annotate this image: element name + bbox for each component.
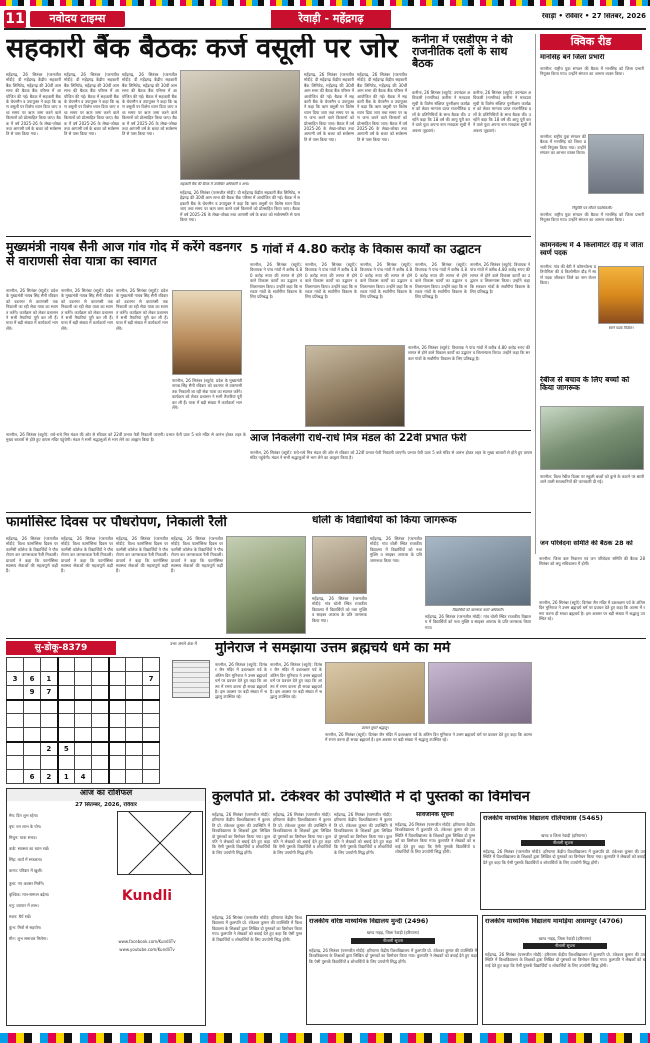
sudoku-cell[interactable]: [143, 770, 160, 784]
sudoku-cell[interactable]: 9: [24, 686, 41, 700]
sudoku-cell[interactable]: 4: [75, 770, 92, 784]
sudoku-cell[interactable]: 1: [58, 770, 75, 784]
sudoku-cell[interactable]: 7: [143, 672, 160, 686]
sudoku-cell[interactable]: [58, 658, 75, 672]
sudoku-cell[interactable]: [75, 686, 92, 700]
sudoku-answer: [172, 660, 210, 698]
ad1-title: राजकीय माध्यमिक विद्यालय रोलियावास (5465): [483, 815, 603, 822]
quick-item2-head: कॉमनवेल्थ में 4 किलोमीटर दौड़ में जीता स्वर्ण पदक: [540, 242, 644, 257]
muni-photo2: [428, 662, 532, 724]
dhauli-caption: विद्यार्थियों को जागरूक करते अधिकारी।: [452, 608, 504, 612]
sudoku-cell[interactable]: 7: [41, 686, 58, 700]
sudoku-cell[interactable]: [41, 700, 58, 714]
sudoku-cell[interactable]: [24, 756, 41, 770]
sudoku-cell[interactable]: [143, 658, 160, 672]
kundli-ad: [87, 879, 203, 959]
quick-item3-body: नारनौल: विश्व रेबीज दिवस पर स्कूली बच्चों को कुत्ते के काटने पर बरती जाने वाली सावधानियों की जानकारी दी गई।: [540, 474, 644, 485]
quick-item4-body: नारनौल: जिला कष्ट निवारण एवं जन परिवेदना समिति की बैठक 28 सितंबर को लघु सचिवालय में होगी।: [539, 556, 645, 567]
dev-body-col4: नारनौल, 26 सितंबर (ब्यूरो): विधायक ने पांच गांवों में करीब 4.80 करोड़ रुपए की लागत से होने वाले विकास कार्यों का उद्घाटन व शिलान्यास किया। उन्होंने कहा कि सरकार गांवों के सर्वांगीण विकास के लिए प्रतिबद्ध है।: [415, 262, 467, 300]
lead-photo-caption: सहकारी बैंक की बैठक में उपस्थित अधिकारी व अन्य।: [180, 182, 249, 186]
dhauli-photo2: [425, 536, 531, 606]
prabhat-body: नारनौल, 26 सितंबर (ब्यूरो): राधे-राधे मित्र मंडल की ओर से रविवार को 22वीं प्रभात फेरी निकाली जाएगी। प्रभात फेरी प्रातः 5 बजे मंदिर से आरंभ होकर शहर के मुख्य बाजारों से होते हुए वापस मंदिर पहुंचेगी। मंडल ने सभी श्रद्धालुओं से भाग लेने का आह्वान किया है।: [6, 432, 246, 443]
ad-notice-3: [482, 915, 646, 1025]
sudoku-cell[interactable]: [24, 700, 41, 714]
quick-photo2: [598, 266, 644, 324]
sudoku-cell[interactable]: [75, 756, 92, 770]
muni-photo: [325, 662, 425, 724]
quick-item1-body: नारनौल: राष्ट्रीय युवा संगठन की बैठक में मानसिंह को जिला प्रभारी नियुक्त किया गया। उन्होंने संगठन का आभार व्यक्त किया।: [540, 66, 644, 77]
quick-item1-body3: नारनौल: राष्ट्रीय युवा संगठन की बैठक में मानसिंह को जिला प्रभारी नियुक्त किया गया। उन्होंने संगठन का आभार व्यक्त किया।: [540, 212, 644, 223]
vc-body: महेंद्रगढ़, 26 सितंबर (परमजीत मोदी): हरियाणा केंद्रीय विश्वविद्यालय में कुलपति प्रो. टंकेश्वर कुमार की उपस्थिति में विश्वविद्यालय के शिक्षकों द्वारा लिखित दो पुस्तकों का विमोचन किया गया। कुलपति ने लेखकों को बधाई देते हुए कहा कि ऐसी पुस्तकें विद्यार्थियों व शोधार्थियों के लिए उपयोगी सिद्ध होंगी।: [212, 812, 270, 855]
pharma-body-col4: महेंद्रगढ़, 26 सितंबर (परमजीत मोदी): विश्व फार्मासिस्ट दिवस पर फार्मेसी कॉलेज के विद्यार्थियों ने पौधरोपण कर जागरूकता रैली निकाली। प्राचार्य ने कहा कि फार्मासिस्ट स्वास्थ्य सेवाओं की महत्वपूर्ण कड़ी हैं।: [171, 536, 223, 574]
sudoku-cell[interactable]: [58, 700, 75, 714]
muni-headline: मुनिराज ने समझाया उत्तम ब्रह्मचर्य धर्म का मर्म: [215, 641, 451, 656]
sudoku-cell[interactable]: [92, 686, 109, 700]
muni-body: नारनौल, 26 सितंबर (ब्यूरो): दिगंबर जैन मंदिर में दशलक्षण पर्व के अंतिम दिन मुनिराज ने उत्तम ब्रह्मचर्य धर्म पर प्रवचन देते हुए कहा कि आत्मा में रमण करना ही सच्चा ब्रह्मचर्य है। इस अवसर पर बड़ी संख्या में श्रद्धालु उपस्थित रहे।: [215, 662, 267, 700]
sudoku-cell[interactable]: [7, 686, 24, 700]
brand-logo: नवोदय टाइम्स: [30, 11, 125, 27]
kanina-body: कनीना, 26 सितंबर (ब्यूरो): उपमंडल अधिकारी (नागरिक) कनीना ने मतदाता सूची के विशेष संक्षिप्त पुनरीक्षण कार्यक्रम को लेकर मान्यता प्राप्त राजनीतिक दलों के प्रतिनिधियों के साथ बैठक की। उन्होंने कहा कि 18 वर्ष की आयु पूरी करने वाले युवा अपना नाम मतदाता सूची में अवश्य जुड़वाएं।: [412, 90, 470, 133]
sudoku-cell[interactable]: [24, 658, 41, 672]
divider-3: [6, 512, 531, 513]
sudoku-cell[interactable]: [41, 728, 58, 742]
sudoku-cell[interactable]: 2: [41, 742, 58, 756]
vc-body-col3: महेंद्रगढ़, 26 सितंबर (परमजीत मोदी): हरियाणा केंद्रीय विश्वविद्यालय में कुलपति प्रो. टंकेश्वर कुमार की उपस्थिति में विश्वविद्यालय के शिक्षकों द्वारा लिखित दो पुस्तकों का विमोचन किया गया। कुलपति ने लेखकों को बधाई देते हुए कहा कि ऐसी पुस्तकें विद्यार्थियों व शोधार्थियों के लिए उपयोगी सिद्ध होंगी।: [334, 812, 392, 855]
divider-2: [250, 430, 531, 431]
rashifal-item: मेष: दिन शुभ रहेगा।: [9, 813, 39, 818]
sudoku-cell[interactable]: [58, 728, 75, 742]
lead-body-col3: महेंद्रगढ़, 26 सितंबर (परमजीत मोदी): दी महेंद्रगढ़ केंद्रीय सहकारी बैंक लिमिटेड, महेंद्रगढ़ की 30वीं आम सभा की बैठक बैंक परिसर में आयोजित की गई। बैठक में सहकारी बैंक के चेयरमैन व उपायुक्त ने कहा कि ऋण वसूली पर विशेष ध्यान दिया जाए तथा समय पर ऋण जमा करने वाले किसानों को प्रोत्साहित किया जाए। बैठक में वर्ष 2025-26 के लेखा-जोखा तथा आगामी वर्ष के बजट को सर्वसम्मति से पास किया गया।: [122, 72, 177, 137]
ad1-body: महेंद्रगढ़, 26 सितंबर (परमजीत मोदी): हरियाणा केंद्रीय विश्वविद्यालय में कुलपति प्रो. टंकेश्वर कुमार की उपस्थिति में विश्वविद्यालय के शिक्षकों द्वारा लिखित दो पुस्तकों का विमोचन किया गया। कुलपति ने लेखकों को बधाई देते हुए कहा कि ऐसी पुस्तकें विद्यार्थियों व शोधार्थियों के लिए उपयोगी सिद्ध होंगी।: [483, 849, 645, 865]
dev-body-col2: नारनौल, 26 सितंबर (ब्यूरो): विधायक ने पांच गांवों में करीब 4.80 करोड़ रुपए की लागत से होने वाले विकास कार्यों का उद्घाटन व शिलान्यास किया। उन्होंने कहा कि सरकार गांवों के सर्वांगीण विकास के लिए प्रतिबद्ध है।: [305, 262, 357, 300]
dhauli-photo: [312, 536, 367, 594]
quick-photo1-caption: नियुक्ति पत्र सौंपते पदाधिकारी।: [571, 206, 613, 210]
sudoku-cell[interactable]: [75, 714, 92, 728]
kanina-body-col2: कनीना, 26 सितंबर (ब्यूरो): उपमंडल अधिकारी (नागरिक) कनीना ने मतदाता सूची के विशेष संक्षिप्त पुनरीक्षण कार्यक्रम को लेकर मान्यता प्राप्त राजनीतिक दलों के प्रतिनिधियों के साथ बैठक की। उन्होंने कहा कि 18 वर्ष की आयु पूरी करने वाले युवा अपना नाम मतदाता सूची में अवश्य जुड़वाएं।: [473, 90, 531, 133]
pharma-photo: [226, 536, 306, 634]
prabhat-headline: आज निकलेगी राधे-राधे मित्र मंडल की 22वीं प्रभात फेरी: [250, 433, 467, 444]
cm-photo: [172, 290, 242, 375]
sudoku-label: सु-डोकू-8379: [6, 641, 116, 655]
muni-body-col4: नारनौल, 26 सितंबर (ब्यूरो): दिगंबर जैन मंदिर में दशलक्षण पर्व के अंतिम दिन मुनिराज ने उत्तम ब्रह्मचर्य धर्म पर प्रवचन देते हुए कहा कि आत्मा में रमण करना ही सच्चा ब्रह्मचर्य है। इस अवसर पर बड़ी संख्या में श्रद्धालु उपस्थित रहे।: [539, 600, 645, 622]
sudoku-cell[interactable]: [7, 742, 24, 756]
cm-headline: मुख्यमंत्री नायब सैनी आज गांव गोद में करेंगे वडनगर से वाराणसी सेवा यात्रा का स्वागत: [6, 240, 242, 268]
sudoku-cell[interactable]: [7, 700, 24, 714]
quick-photo2-caption: स्वर्ण पदक विजेता।: [608, 326, 634, 330]
quick-read-panel: [535, 34, 645, 554]
kundli-logo: Kundli: [121, 889, 173, 904]
sudoku-cell[interactable]: [7, 728, 24, 742]
lead-body-col5: महेंद्रगढ़, 26 सितंबर (परमजीत मोदी): दी महेंद्रगढ़ केंद्रीय सहकारी बैंक लिमिटेड, महेंद्रगढ़ की 30वीं आम सभा की बैठक बैंक परिसर में आयोजित की गई। बैठक में सहकारी बैंक के चेयरमैन व उपायुक्त ने कहा कि ऋण वसूली पर विशेष ध्यान दिया जाए तथा समय पर ऋण जमा करने वाले किसानों को प्रोत्साहित किया जाए। बैठक में वर्ष 2025-26 के लेखा-जोखा तथा आगामी वर्ष के बजट को सर्वसम्मति से पास किया गया।: [304, 72, 354, 142]
ad2-sub: खण्ड नाहड़, जिला रेवाड़ी (हरियाणा): [366, 930, 420, 935]
dhauli-body-col2: महेंद्रगढ़, 26 सितंबर (परमजीत मोदी): गांव धोली स्थित राजकीय विद्यालय में विद्यार्थियों को नशा मुक्ति व साइबर अपराध के प्रति जागरूक किया गया।: [370, 536, 422, 563]
sudoku-cell[interactable]: 5: [58, 742, 75, 756]
sudoku-cell[interactable]: [58, 714, 75, 728]
rashifal-item: वृश्चिक: मान-सम्मान बढ़ेगा।: [9, 892, 50, 897]
kanina-headline: कनीना में एसडीएम ने की राजनीतिक दलों के साथ बैठक: [412, 34, 513, 71]
dev-headline: 5 गांवों में 4.80 करोड़ के विकास कार्यों का उद्घाटन: [250, 243, 481, 256]
quick-photo3: [540, 406, 644, 470]
sudoku-cell[interactable]: [41, 756, 58, 770]
notice-head: सार्वजनिक सूचना: [416, 812, 454, 818]
sudoku-cell[interactable]: [92, 756, 109, 770]
lead-photo: [180, 70, 300, 180]
sudoku-cell[interactable]: [109, 700, 126, 714]
rashifal-item: मिथुन: यात्रा संभव।: [9, 835, 37, 840]
rashifal-box: [6, 788, 206, 1026]
dev-body-col6: नारनौल, 26 सितंबर (ब्यूरो): विधायक ने पांच गांवों में करीब 4.80 करोड़ रुपए की लागत से होने वाले विकास कार्यों का उद्घाटन व शिलान्यास किया। उन्होंने कहा कि सरकार गांवों के सर्वांगीण विकास के लिए प्रतिबद्ध है।: [470, 262, 530, 295]
sudoku-cell[interactable]: [143, 742, 160, 756]
sudoku-cell[interactable]: [126, 742, 143, 756]
page-number: 11: [5, 11, 25, 27]
sudoku-cell[interactable]: 6: [24, 672, 41, 686]
sudoku-cell[interactable]: [7, 658, 24, 672]
registration-strip-bottom: [0, 1033, 650, 1043]
sudoku-cell[interactable]: [7, 756, 24, 770]
muni-caption: प्रवचन सुनते श्रद्धालु।: [361, 726, 389, 730]
sudoku-cell[interactable]: [143, 714, 160, 728]
sudoku-cell[interactable]: [92, 728, 109, 742]
sudoku-cell[interactable]: [7, 714, 24, 728]
vc-body-col5: महेंद्रगढ़, 26 सितंबर (परमजीत मोदी): हरियाणा केंद्रीय विश्वविद्यालय में कुलपति प्रो. टंकेश्वर कुमार की उपस्थिति में विश्वविद्यालय के शिक्षकों द्वारा लिखित दो पुस्तकों का विमोचन किया गया। कुलपति ने लेखकों को बधाई देते हुए कहा कि ऐसी पुस्तकें विद्यार्थियों व शोधार्थियों के लिए उपयोगी सिद्ध होंगी।: [212, 915, 302, 942]
sudoku-table: [6, 657, 160, 784]
rashifal-item: कन्या: परिवार में खुशी।: [9, 868, 43, 873]
pharma-body-col3: महेंद्रगढ़, 26 सितंबर (परमजीत मोदी): विश्व फार्मासिस्ट दिवस पर फार्मेसी कॉलेज के विद्यार्थियों ने पौधरोपण कर जागरूकता रैली निकाली। प्राचार्य ने कहा कि फार्मासिस्ट स्वास्थ्य सेवाओं की महत्वपूर्ण कड़ी हैं।: [116, 536, 168, 574]
dev-body-col3: नारनौल, 26 सितंबर (ब्यूरो): विधायक ने पांच गांवों में करीब 4.80 करोड़ रुपए की लागत से होने वाले विकास कार्यों का उद्घाटन व शिलान्यास किया। उन्होंने कहा कि सरकार गांवों के सर्वांगीण विकास के लिए प्रतिबद्ध है।: [360, 262, 412, 300]
ad3-tag: नीलामी सूचना: [523, 943, 607, 949]
sudoku-cell[interactable]: [75, 728, 92, 742]
quick-item1-head: मानसिंह बने जिला प्रभारी: [540, 54, 605, 61]
sudoku-cell[interactable]: [143, 756, 160, 770]
dhauli-body: महेंद्रगढ़, 26 सितंबर (परमजीत मोदी): गांव धोली स्थित राजकीय विद्यालय में विद्यार्थियों को नशा मुक्ति व साइबर अपराध के प्रति जागरूक किया गया।: [312, 596, 367, 623]
sudoku-cell[interactable]: [126, 658, 143, 672]
rashifal-item: कुंभ: मित्रों से सहयोग।: [9, 925, 42, 930]
sudoku-cell[interactable]: [126, 700, 143, 714]
sudoku-cell[interactable]: [109, 770, 126, 784]
sudoku-cell[interactable]: [126, 770, 143, 784]
ad1-tag: नीलामी सूचना: [521, 840, 605, 846]
sudoku-cell[interactable]: [75, 658, 92, 672]
rashifal-item: मकर: धैर्य रखें।: [9, 914, 32, 919]
lead-body-col6: महेंद्रगढ़, 26 सितंबर (परमजीत मोदी): दी महेंद्रगढ़ केंद्रीय सहकारी बैंक लिमिटेड, महेंद्रगढ़ की 30वीं आम सभा की बैठक बैंक परिसर में आयोजित की गई। बैठक में सहकारी बैंक के चेयरमैन व उपायुक्त ने कहा कि ऋण वसूली पर विशेष ध्यान दिया जाए तथा समय पर ऋण जमा करने वाले किसानों को प्रोत्साहित किया जाए। बैठक में वर्ष 2025-26 के लेखा-जोखा तथा आगामी वर्ष के बजट को सर्वसम्मति से पास किया गया।: [357, 72, 407, 142]
lead-body-col4: महेंद्रगढ़, 26 सितंबर (परमजीत मोदी): दी महेंद्रगढ़ केंद्रीय सहकारी बैंक लिमिटेड, महेंद्रगढ़ की 30वीं आम सभा की बैठक बैंक परिसर में आयोजित की गई। बैठक में सहकारी बैंक के चेयरमैन व उपायुक्त ने कहा कि ऋण वसूली पर विशेष ध्यान दिया जाए तथा समय पर ऋण जमा करने वाले किसानों को प्रोत्साहित किया जाए। बैठक में वर्ष 2025-26 के लेखा-जोखा तथा आगामी वर्ष के बजट को सर्वसम्मति से पास किया गया।: [180, 190, 300, 223]
vc-body-col2: महेंद्रगढ़, 26 सितंबर (परमजीत मोदी): हरियाणा केंद्रीय विश्वविद्यालय में कुलपति प्रो. टंकेश्वर कुमार की उपस्थिति में विश्वविद्यालय के शिक्षकों द्वारा लिखित दो पुस्तकों का विमोचन किया गया। कुलपति ने लेखकों को बधाई देते हुए कहा कि ऐसी पुस्तकें विद्यार्थियों व शोधार्थियों के लिए उपयोगी सिद्ध होंगी।: [273, 812, 331, 855]
sudoku-cell[interactable]: [92, 672, 109, 686]
sudoku-cell[interactable]: [92, 714, 109, 728]
muni-body-col3: नारनौल, 26 सितंबर (ब्यूरो): दिगंबर जैन मंदिर में दशलक्षण पर्व के अंतिम दिन मुनिराज ने उत्तम ब्रह्मचर्य धर्म पर प्रवचन देते हुए कहा कि आत्मा में रमण करना ही सच्चा ब्रह्मचर्य है। इस अवसर पर बड़ी संख्या में श्रद्धालु उपस्थित रहे।: [325, 732, 532, 743]
sudoku-cell[interactable]: [24, 728, 41, 742]
rashifal-date: 27 सितम्बर, 2026, रविवार: [75, 802, 137, 808]
muni-body-col2: नारनौल, 26 सितंबर (ब्यूरो): दिगंबर जैन मंदिर में दशलक्षण पर्व के अंतिम दिन मुनिराज ने उत्तम ब्रह्मचर्य धर्म पर प्रवचन देते हुए कहा कि आत्मा में रमण करना ही सच्चा ब्रह्मचर्य है। इस अवसर पर बड़ी संख्या में श्रद्धालु उपस्थित रहे।: [270, 662, 322, 700]
divider-1: [6, 236, 531, 237]
sudoku-cell[interactable]: [109, 658, 126, 672]
sudoku-cell[interactable]: [92, 658, 109, 672]
sudoku-cell[interactable]: 2: [41, 770, 58, 784]
sudoku-cell[interactable]: [75, 672, 92, 686]
cm-body-col3: नारनौल, 26 सितंबर (ब्यूरो): प्रदेश के मुख्यमंत्री नायब सिंह सैनी रविवार को वडनगर से वाराणसी तक निकाली जा रही सेवा यात्रा का स्वागत करेंगे। कार्यक्रम को लेकर प्रशासन ने सभी तैयारियां पूरी कर ली हैं। यात्रा में बड़ी संख्या में कार्यकर्ता भाग लेंगे।: [116, 288, 168, 331]
sudoku-grid[interactable]: [6, 657, 166, 785]
sudoku-cell[interactable]: 6: [24, 770, 41, 784]
dev-body: नारनौल, 26 सितंबर (ब्यूरो): विधायक ने पांच गांवों में करीब 4.80 करोड़ रुपए की लागत से होने वाले विकास कार्यों का उद्घाटन व शिलान्यास किया। उन्होंने कहा कि सरकार गांवों के सर्वांगीण विकास के लिए प्रतिबद्ध है।: [250, 262, 302, 300]
sudoku-cell[interactable]: [126, 728, 143, 742]
pharma-headline: फार्मासिस्ट दिवस पर पौधरोपण, निकाली रैली: [6, 515, 227, 530]
rashifal-item: सिंह: कार्य में सफलता।: [9, 857, 43, 862]
ad1-sub: खण्ड व जिला रेवाड़ी (हरियाणा): [541, 833, 587, 838]
quick-item1-body2: नारनौल: राष्ट्रीय युवा संगठन की बैठक में मानसिंह को जिला प्रभारी नियुक्त किया गया। उन्होंने संगठन का आभार व्यक्त किया।: [540, 134, 586, 156]
edition-name: रेवाड़ी - महेंद्रगढ़: [271, 10, 391, 28]
ad-notice-2: [306, 915, 478, 1025]
kundli-yt[interactable]: www.youtube.com/KundliTv: [119, 947, 175, 952]
quick-item3-head: रेबीज से बचाव के लिए बच्चों को किया जागरूक: [540, 376, 630, 393]
sudoku-cell[interactable]: [75, 700, 92, 714]
dhauli-headline: धोली के विद्यार्थियों को किया जागरूक: [312, 515, 457, 526]
cm-body: नारनौल, 26 सितंबर (ब्यूरो): प्रदेश के मुख्यमंत्री नायब सिंह सैनी रविवार को वडनगर से वाराणसी तक निकाली जा रही सेवा यात्रा का स्वागत करेंगे। कार्यक्रम को लेकर प्रशासन ने सभी तैयारियां पूरी कर ली हैं। यात्रा में बड़ी संख्या में कार्यकर्ता भाग लेंगे।: [6, 288, 58, 331]
lead-headline: सहकारी बैंक बैठकः कर्ज वसूली पर जोर: [6, 34, 398, 64]
rashifal-item: धनु: व्यापार में लाभ।: [9, 903, 39, 908]
pharma-body-col2: महेंद्रगढ़, 26 सितंबर (परमजीत मोदी): विश्व फार्मासिस्ट दिवस पर फार्मेसी कॉलेज के विद्यार्थियों ने पौधरोपण कर जागरूकता रैली निकाली। प्राचार्य ने कहा कि फार्मासिस्ट स्वास्थ्य सेवाओं की महत्वपूर्ण कड़ी हैं।: [61, 536, 113, 574]
sudoku-cell[interactable]: [143, 700, 160, 714]
rashifal-item: वृष: धन लाभ के योग।: [9, 824, 42, 829]
vc-body-col4: महेंद्रगढ़, 26 सितंबर (परमजीत मोदी): हरियाणा केंद्रीय विश्वविद्यालय में कुलपति प्रो. टंकेश्वर कुमार की उपस्थिति में विश्वविद्यालय के शिक्षकों द्वारा लिखित दो पुस्तकों का विमोचन किया गया। कुलपति ने लेखकों को बधाई देते हुए कहा कि ऐसी पुस्तकें विद्यार्थियों व शोधार्थियों के लिए उपयोगी सिद्ध होंगी।: [395, 822, 475, 855]
sudoku-cell[interactable]: [92, 742, 109, 756]
cm-body-col2: नारनौल, 26 सितंबर (ब्यूरो): प्रदेश के मुख्यमंत्री नायब सिंह सैनी रविवार को वडनगर से वाराणसी तक निकाली जा रही सेवा यात्रा का स्वागत करेंगे। कार्यक्रम को लेकर प्रशासन ने सभी तैयारियां पूरी कर ली हैं। यात्रा में बड़ी संख्या में कार्यकर्ता भाग लेंगे।: [61, 288, 113, 331]
sudoku-cell[interactable]: [58, 672, 75, 686]
rashifal-item: मीन: शुभ समाचार मिलेगा।: [9, 936, 48, 941]
dhauli-body-col3: महेंद्रगढ़, 26 सितंबर (परमजीत मोदी): गांव धोली स्थित राजकीय विद्यालय में विद्यार्थियों को नशा मुक्ति व साइबर अपराध के प्रति जागरूक किया गया।: [425, 614, 531, 630]
sudoku-cell[interactable]: [92, 700, 109, 714]
sudoku-rules: उत्तर अगले अंक में: [170, 641, 197, 646]
sudoku-cell[interactable]: 1: [41, 672, 58, 686]
lead-body-col2: महेंद्रगढ़, 26 सितंबर (परमजीत मोदी): दी महेंद्रगढ़ केंद्रीय सहकारी बैंक लिमिटेड, महेंद्रगढ़ की 30वीं आम सभा की बैठक बैंक परिसर में आयोजित की गई। बैठक में सहकारी बैंक के चेयरमैन व उपायुक्त ने कहा कि ऋण वसूली पर विशेष ध्यान दिया जाए तथा समय पर ऋण जमा करने वाले किसानों को प्रोत्साहित किया जाए। बैठक में वर्ष 2025-26 के लेखा-जोखा तथा आगामी वर्ष के बजट को सर्वसम्मति से पास किया गया।: [64, 72, 119, 137]
rashifal-item: कर्क: स्वास्थ्य का ध्यान रखें।: [9, 846, 50, 851]
issue-date: रेवाड़ी • रविवार • 27 सितंबर, 2026: [541, 13, 646, 20]
sudoku-cell[interactable]: [143, 686, 160, 700]
sudoku-cell[interactable]: [58, 756, 75, 770]
ad3-title: राजकीय माध्यमिक विद्यालय मामड़िया आसमपुर (4706): [485, 918, 623, 925]
ad2-tag: नीलामी सूचना: [351, 938, 435, 944]
ad3-sub: खण्ड नाहड़, जिला रेवाड़ी (हरियाणा): [538, 936, 592, 941]
rashifal-label: आज का राशिफल: [7, 789, 205, 801]
ad2-title: राजकीय वरिष्ठ माध्यमिक विद्यालय मुन्दी (2496): [309, 918, 429, 925]
sudoku-cell[interactable]: [109, 672, 126, 686]
quick-item2-body: नारनौल: गांव की बेटी ने कॉमनवेल्थ प्रतियोगिता की 4 किलोमीटर दौड़ में स्वर्ण पदक जीतकर जिले का नाम रोशन किया।: [540, 264, 596, 286]
dev-body-col5: नारनौल, 26 सितंबर (ब्यूरो): विधायक ने पांच गांवों में करीब 4.80 करोड़ रुपए की लागत से होने वाले विकास कार्यों का उद्घाटन व शिलान्यास किया। उन्होंने कहा कि सरकार गांवों के सर्वांगीण विकास के लिए प्रतिबद्ध है।: [408, 345, 530, 361]
kundli-fb[interactable]: www.facebook.com/KundliTv: [118, 939, 176, 944]
sudoku-cell[interactable]: [41, 714, 58, 728]
ad-notice-1: [480, 812, 646, 910]
quick-photo1: [588, 134, 644, 194]
masthead: [4, 8, 646, 30]
cm-body-col4: नारनौल, 26 सितंबर (ब्यूरो): प्रदेश के मुख्यमंत्री नायब सिंह सैनी रविवार को वडनगर से वाराणसी तक निकाली जा रही सेवा यात्रा का स्वागत करेंगे। कार्यक्रम को लेकर प्रशासन ने सभी तैयारियां पूरी कर ली हैं। यात्रा में बड़ी संख्या में कार्यकर्ता भाग लेंगे।: [172, 378, 242, 411]
prabhat-body2: नारनौल, 26 सितंबर (ब्यूरो): राधे-राधे मित्र मंडल की ओर से रविवार को 22वीं प्रभात फेरी निकाली जाएगी। प्रभात फेरी प्रातः 5 बजे मंदिर से आरंभ होकर शहर के मुख्य बाजारों से होते हुए वापस मंदिर पहुंचेगी। मंडल ने सभी श्रद्धालुओं से भाग लेने का आह्वान किया है।: [250, 450, 532, 461]
ad2-body: महेंद्रगढ़, 26 सितंबर (परमजीत मोदी): हरियाणा केंद्रीय विश्वविद्यालय में कुलपति प्रो. टंकेश्वर कुमार की उपस्थिति में विश्वविद्यालय के शिक्षकों द्वारा लिखित दो पुस्तकों का विमोचन किया गया। कुलपति ने लेखकों को बधाई देते हुए कहा कि ऐसी पुस्तकें विद्यार्थियों व शोधार्थियों के लिए उपयोगी सिद्ध होंगी।: [309, 948, 477, 964]
sudoku-cell[interactable]: [58, 686, 75, 700]
dev-photo: [305, 345, 405, 427]
sudoku-cell[interactable]: [75, 742, 92, 756]
pharma-body: महेंद्रगढ़, 26 सितंबर (परमजीत मोदी): विश्व फार्मासिस्ट दिवस पर फार्मेसी कॉलेज के विद्यार्थियों ने पौधरोपण कर जागरूकता रैली निकाली। प्राचार्य ने कहा कि फार्मासिस्ट स्वास्थ्य सेवाओं की महत्वपूर्ण कड़ी हैं।: [6, 536, 58, 574]
quick-item4-head: जन परिवेदना समिति की बैठक 28 को: [540, 540, 633, 547]
rashifal-chart: [117, 811, 203, 875]
rashifal-item: तुला: नए अवसर मिलेंगे।: [9, 881, 45, 886]
sudoku-cell[interactable]: [24, 714, 41, 728]
registration-strip-top: [0, 0, 650, 6]
sudoku-cell[interactable]: [126, 686, 143, 700]
sudoku-cell[interactable]: [109, 756, 126, 770]
ad3-body: महेंद्रगढ़, 26 सितंबर (परमजीत मोदी): हरियाणा केंद्रीय विश्वविद्यालय में कुलपति प्रो. टंकेश्वर कुमार की उपस्थिति में विश्वविद्यालय के शिक्षकों द्वारा लिखित दो पुस्तकों का विमोचन किया गया। कुलपति ने लेखकों को बधाई देते हुए कहा कि ऐसी पुस्तकें विद्यार्थियों व शोधार्थियों के लिए उपयोगी सिद्ध होंगी।: [485, 952, 645, 968]
sudoku-cell[interactable]: [126, 672, 143, 686]
vc-headline: कुलपति प्रो. टंकेश्वर की उपस्थिति में दो पुस्तकों का विमोचन: [212, 790, 530, 805]
sudoku-cell[interactable]: [143, 728, 160, 742]
lead-body: महेंद्रगढ़, 26 सितंबर (परमजीत मोदी): दी महेंद्रगढ़ केंद्रीय सहकारी बैंक लिमिटेड, महेंद्रगढ़ की 30वीं आम सभा की बैठक बैंक परिसर में आयोजित की गई। बैठक में सहकारी बैंक के चेयरमैन व उपायुक्त ने कहा कि ऋण वसूली पर विशेष ध्यान दिया जाए तथा समय पर ऋण जमा करने वाले किसानों को प्रोत्साहित किया जाए। बैठक में वर्ष 2025-26 के लेखा-जोखा तथा आगामी वर्ष के बजट को सर्वसम्मति से पास किया गया।: [6, 72, 61, 137]
sudoku-cell[interactable]: [24, 742, 41, 756]
sudoku-cell[interactable]: [109, 742, 126, 756]
sudoku-cell[interactable]: [109, 686, 126, 700]
sudoku-cell[interactable]: [126, 714, 143, 728]
sudoku-cell[interactable]: [126, 756, 143, 770]
sudoku-cell[interactable]: [109, 728, 126, 742]
sudoku-cell[interactable]: [41, 658, 58, 672]
quick-read-label: क्विक रीड: [540, 34, 642, 50]
sudoku-cell[interactable]: 3: [7, 672, 24, 686]
sudoku-cell[interactable]: [7, 770, 24, 784]
sudoku-cell[interactable]: [92, 770, 109, 784]
sudoku-cell[interactable]: [109, 714, 126, 728]
